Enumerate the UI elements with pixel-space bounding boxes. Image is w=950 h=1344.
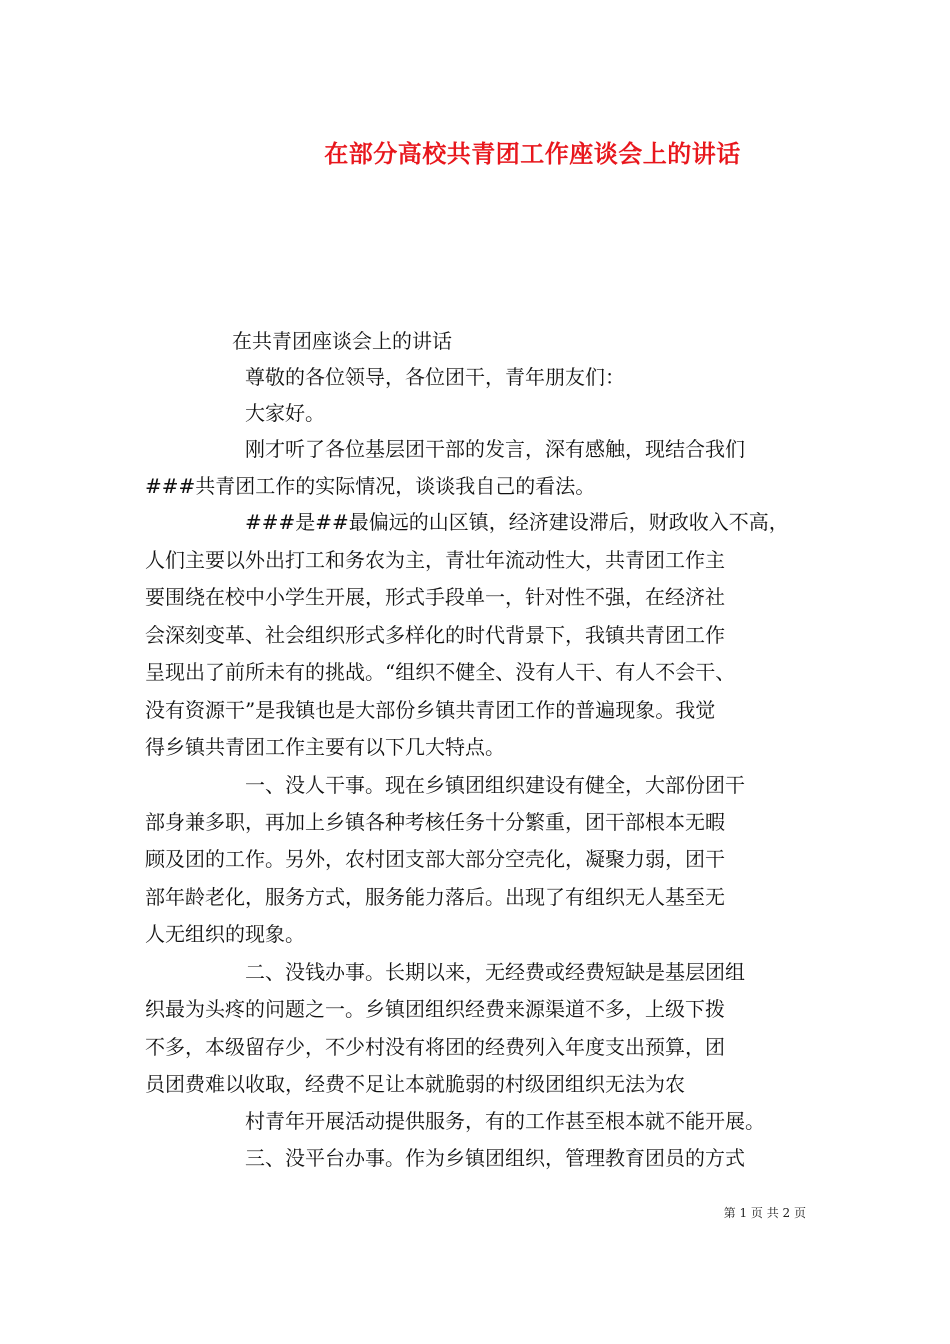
text-line-23: 三、没平台办事。作为乡镇团组织，管理教育团员的方式 xyxy=(245,1146,745,1170)
text-line-3: 大家好。 xyxy=(245,401,325,425)
page-title: 在部分高校共青团工作座谈会上的讲话 xyxy=(324,139,741,168)
text-line-19: 织最为头疼的问题之一。乡镇团组织经费来源渠道不多，上级下拨 xyxy=(145,997,725,1021)
text-line-7: 人们主要以外出打工和务农为主，青壮年流动性大，共青团工作主 xyxy=(145,548,725,572)
text-line-13: 一、没人干事。现在乡镇团组织建设有健全，大部份团干 xyxy=(245,773,745,797)
text-line-2: 尊敬的各位领导，各位团干，青年朋友们： xyxy=(245,365,625,389)
text-line-17: 人无组织的现象。 xyxy=(145,922,305,946)
text-line-16: 部年龄老化，服务方式，服务能力落后。出现了有组织无人基至无 xyxy=(145,885,725,909)
text-line-18: 二、没钱办事。长期以来，无经费或经费短缺是基层团组 xyxy=(245,960,745,984)
text-line-5: ###共青团工作的实际情况，谈谈我自己的看法。 xyxy=(145,474,596,498)
page-number-footer: 第 1 页 共 2 页 xyxy=(723,1206,806,1220)
text-line-21: 员团费难以收取，经费不足让本就脆弱的村级团组织无法为农 xyxy=(145,1072,685,1096)
text-line-22: 村青年开展活动提供服务，有的工作甚至根本就不能开展。 xyxy=(245,1109,765,1133)
text-line-20: 不多，本级留存少，不少村没有将团的经费列入年度支出预算，团 xyxy=(145,1035,725,1059)
text-line-11: 没有资源干”是我镇也是大部份乡镇共青团工作的普遍现象。我觉 xyxy=(145,698,716,722)
text-line-10: 呈现出了前所未有的挑战。“组织不健全、没有人干、有人不会干、 xyxy=(145,660,736,684)
text-line-12: 得乡镇共青团工作主要有以下几大特点。 xyxy=(145,735,505,759)
text-line-6: ###是##最偏远的山区镇，经济建设滞后，财政收入不高， xyxy=(245,510,789,534)
text-line-1: 在共青团座谈会上的讲话 xyxy=(232,329,452,353)
text-line-8: 要围绕在校中小学生开展，形式手段单一，针对性不强，在经济社 xyxy=(145,585,725,609)
text-line-15: 顾及团的工作。另外，农村团支部大部分空壳化，凝聚力弱，团干 xyxy=(145,847,725,871)
text-line-9: 会深刻变革、社会组织形式多样化的时代背景下，我镇共青团工作 xyxy=(145,623,725,647)
text-line-4: 刚才听了各位基层团干部的发言，深有感触，现结合我们 xyxy=(245,437,745,461)
text-line-14: 部身兼多职，再加上乡镇各种考核任务十分繁重，团干部根本无暇 xyxy=(145,810,725,834)
